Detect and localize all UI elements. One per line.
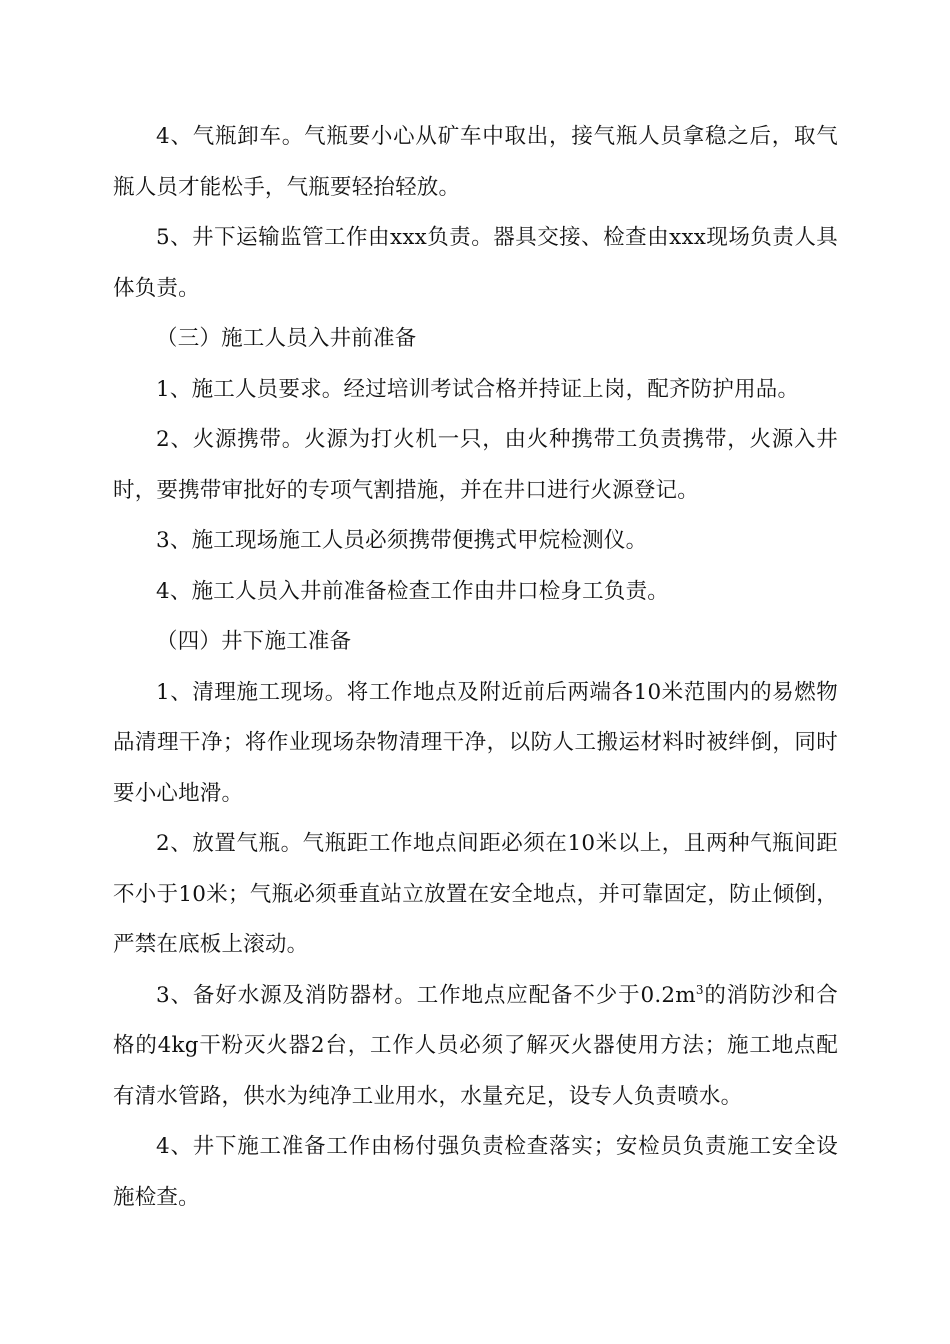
paragraph-cylinder-unloading: 4、气瓶卸车。气瓶要小心从矿车中取出，接气瓶人员拿稳之后，取气瓶人员才能松手，气瓶要轻抬轻放。 bbox=[113, 124, 838, 200]
paragraph-text-before-sup: 3、备好水源及消防器材。工作地点应配备不少于0.2m bbox=[156, 982, 696, 1008]
paragraph-personnel-requirements: 1、施工人员要求。经过培训考试合格并持证上岗，配齐防护用品。 bbox=[156, 376, 800, 402]
paragraph-place-cylinders: 2、放置气瓶。气瓶距工作地点间距必须在10米以上，且两种气瓶间距不小于10米；气瓶必须垂直站立放置在安全地点，并可靠固定，防止倾倒，严禁在底板上滚动。 bbox=[113, 831, 838, 957]
paragraph-transport-supervision: 5、井下运输监管工作由xxx负责。器具交接、检查由xxx现场负责人具体负责。 bbox=[113, 225, 838, 301]
paragraph-clear-site: 1、清理施工现场。将工作地点及附近前后两端各10米范围内的易燃物品清理干净；将作业现场杂物清理干净，以防人工搬运材料时被绊倒，同时要小心地滑。 bbox=[113, 679, 838, 806]
paragraph-water-fire-equipment bbox=[113, 971, 838, 1123]
paragraph-inspection-responsibility: 4、施工人员入井前准备检查工作由井口检身工负责。 bbox=[156, 578, 669, 604]
paragraph-methane-detector: 3、施工现场施工人员必须携带便携式甲烷检测仪。 bbox=[156, 528, 648, 553]
document-body bbox=[113, 112, 838, 1223]
section-heading-3: （三）施工人员入井前准备 bbox=[156, 326, 417, 351]
section-heading-4: （四）井下施工准备 bbox=[156, 629, 352, 654]
paragraph-fire-source: 2、火源携带。火源为打火机一只，由火种携带工负责携带，火源入井时，要携带审批好的专项气割措施，并在井口进行火源登记。 bbox=[113, 427, 838, 503]
cubic-superscript: 3 bbox=[695, 982, 704, 997]
paragraph-preparation-responsibility: 4、井下施工准备工作由杨付强负责检查落实；安检员负责施工安全设施检查。 bbox=[113, 1134, 838, 1210]
paragraph-text-after-sup: 的消防沙和合格的4kg干粉灭火器2台，工作人员必须了解灭火器使用方法；施工地点配有清水管路，供水为纯净工业用水，水量充足，设专人负责喷水。 bbox=[113, 982, 839, 1109]
